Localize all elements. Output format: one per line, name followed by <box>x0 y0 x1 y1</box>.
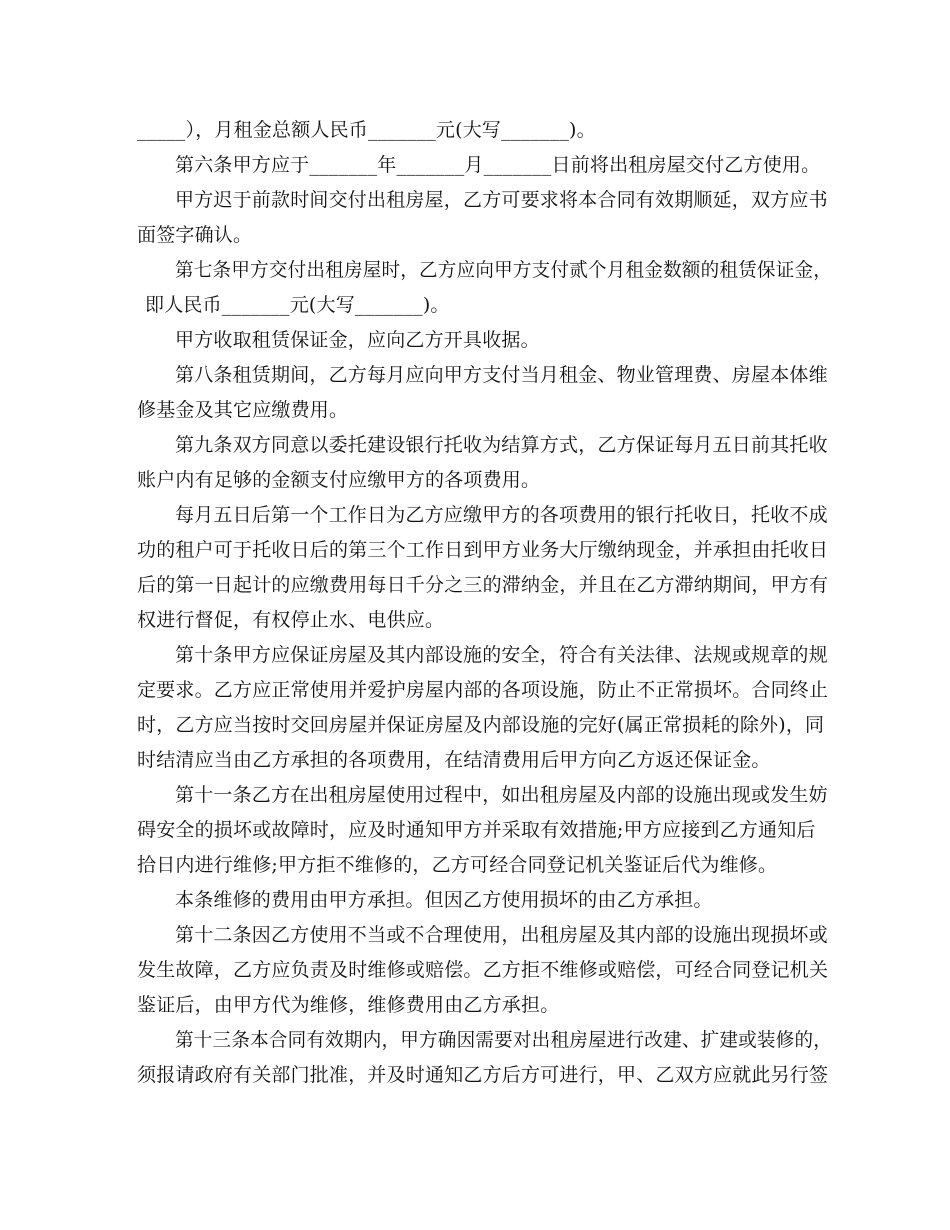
text-line: 第九条双方同意以委托建设银行托收为结算方式，乙方保证每月五日前其托收 <box>175 434 828 456</box>
text-line: 鉴证后，由甲方代为维修，维修费用由乙方承担。 <box>137 994 560 1016</box>
text-line: 第十一条乙方在出租房屋使用过程中，如出租房屋及内部的设施出现或发生妨 <box>175 784 828 806</box>
text-line: 第十二条因乙方使用不当或不合理使用，出租房屋及其内部的设施出现损坏或 <box>175 924 828 946</box>
text-line: 第七条甲方交付出租房屋时，乙方应向甲方支付贰个月租金数额的租赁保证金， <box>175 259 833 281</box>
text-line: 第六条甲方应于_______年_______月_______日前将出租房屋交付乙方使用。 <box>175 154 821 176</box>
text-line: 本条维修的费用由甲方承担。但因乙方使用损坏的由乙方承担。 <box>175 889 713 911</box>
text-line: 权进行督促，有权停止水、电供应。 <box>137 609 445 631</box>
text-line: _____），月租金总额人民币_______元(大写_______)。 <box>137 119 596 141</box>
text-line: 甲方迟于前款时间交付出租房屋，乙方可要求将本合同有效期顺延，双方应书 <box>175 189 828 211</box>
text-line: 面签字确认。 <box>137 224 253 246</box>
text-line: 定要求。乙方应正常使用并爱护房屋内部的各项设施，防止不正常损坏。合同终止 <box>137 679 829 701</box>
text-line: 即人民币_______元(大写_______)。 <box>145 294 450 316</box>
text-line: 甲方收取租赁保证金，应向乙方开具收据。 <box>175 329 540 351</box>
text-line: 发生故障，乙方应负责及时维修或赔偿。乙方拒不维修或赔偿，可经合同登记机关 <box>137 959 829 981</box>
text-line: 后的第一日起计的应缴费用每日千分之三的滞纳金，并且在乙方滞纳期间，甲方有 <box>137 574 829 596</box>
text-line: 修基金及其它应缴费用。 <box>137 399 349 421</box>
text-line: 账户内有足够的金额支付应缴甲方的各项费用。 <box>137 469 541 491</box>
text-line: 拾日内进行维修;甲方拒不维修的，乙方可经合同登记机关鉴证后代为维修。 <box>137 854 778 876</box>
text-line: 时，乙方应当按时交回房屋并保证房屋及内部设施的完好(属正常损耗的除外)，同 <box>137 714 825 736</box>
text-line: 每月五日后第一个工作日为乙方应缴甲方的各项费用的银行托收日，托收不成 <box>175 504 828 526</box>
text-line: 第八条租赁期间，乙方每月应向甲方支付当月租金、物业管理费、房屋本体维 <box>175 364 828 386</box>
text-line: 第十条甲方应保证房屋及其内部设施的安全，符合有关法律、法规或规章的规 <box>175 644 828 666</box>
text-line: 时结清应当由乙方承担的各项费用，在结清费用后甲方向乙方返还保证金。 <box>137 749 771 771</box>
text-line: 须报请政府有关部门批准，并及时通知乙方后方可进行，甲、乙双方应就此另行签 <box>137 1064 829 1086</box>
text-line: 碍安全的损坏或故障时，应及时通知甲方并采取有效措施;甲方应接到乙方通知后 <box>137 819 816 841</box>
text-line: 第十三条本合同有效期内，甲方确因需要对出租房屋进行改建、扩建或装修的， <box>175 1029 833 1051</box>
text-line: 功的租户可于托收日后的第三个工作日到甲方业务大厅缴纳现金，并承担由托收日 <box>137 539 829 561</box>
